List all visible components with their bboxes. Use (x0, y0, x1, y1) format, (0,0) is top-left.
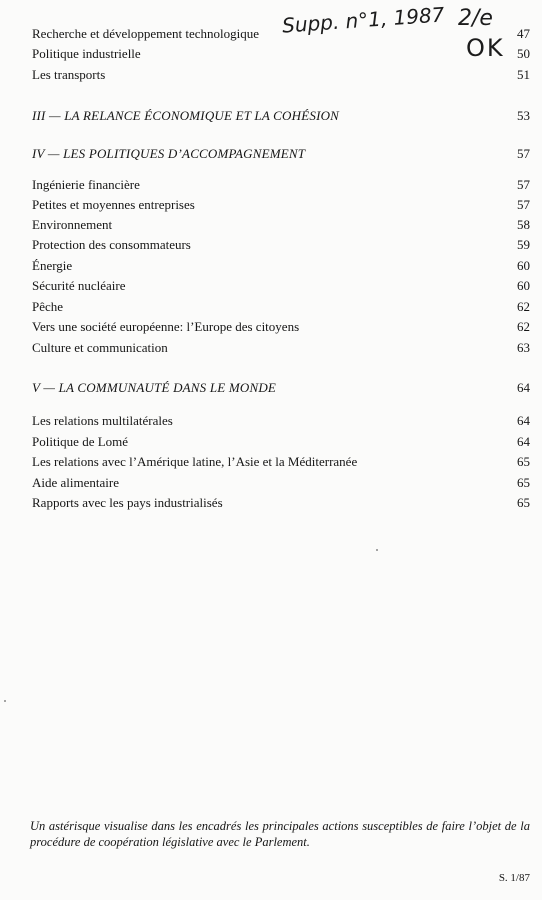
toc-entry (32, 299, 530, 315)
toc-entry (32, 177, 530, 193)
toc-entry-label: Environnement (32, 217, 113, 232)
toc-entry-page: 58 (517, 217, 530, 232)
toc-section-iii (32, 108, 530, 124)
section-page: 53 (517, 108, 530, 123)
toc-entry-page: 65 (517, 454, 530, 469)
toc-entry-page: 62 (517, 319, 530, 334)
toc-entry-page: 59 (517, 237, 530, 252)
toc-entry (32, 454, 530, 470)
toc-entry-page: 65 (517, 475, 530, 490)
toc-entry-page: 65 (517, 495, 530, 510)
toc-entry-label: Politique de Lomé (32, 434, 129, 449)
toc-entry-page: 51 (517, 67, 530, 82)
toc-entry-page: 57 (517, 197, 530, 212)
toc-entry-label: Les relations avec l’Amérique latine, l’Asie et la Méditerranée (32, 454, 358, 469)
toc-entry-label: Rapports avec les pays industrialisés (32, 495, 223, 510)
toc-entry-industrial-policy (32, 46, 530, 62)
toc-entry (32, 258, 530, 274)
section-title: V — LA COMMUNAUTÉ DANS LE MONDE (32, 380, 277, 395)
toc-entry-label: Pêche (32, 299, 64, 314)
page-footer: S. 1/87 (498, 872, 530, 884)
toc-entry-page: 60 (517, 258, 530, 273)
toc-entry-label: Les transports (32, 67, 106, 82)
toc-section-iv (32, 146, 530, 162)
toc-entry-page: 50 (517, 46, 530, 61)
section-title: III — LA RELANCE ÉCONOMIQUE ET LA COHÉSION (32, 108, 340, 123)
section-page: 64 (517, 380, 530, 395)
toc-entry-transport (32, 67, 530, 83)
section-page: 57 (517, 146, 530, 161)
toc-section-v (32, 380, 530, 396)
toc-entry-label: Les relations multilatérales (32, 413, 173, 428)
toc-entry-label: Politique industrielle (32, 46, 141, 61)
handwritten-mark: 2/e (458, 6, 493, 31)
handwritten-ok: OK (466, 34, 505, 62)
toc-entry-page: 64 (517, 413, 530, 428)
toc-entry-page: 57 (517, 177, 530, 192)
toc-entry-page: 47 (517, 26, 530, 41)
toc-entry-label: Ingénierie financière (32, 177, 140, 192)
toc-entry-label: Petites et moyennes entreprises (32, 197, 195, 212)
toc-entry-page: 62 (517, 299, 530, 314)
toc-entry-label: Aide alimentaire (32, 475, 119, 490)
section-title: IV — LES POLITIQUES D’ACCOMPAGNEMENT (32, 146, 306, 161)
toc-entry (32, 217, 530, 233)
toc-entry (32, 340, 530, 356)
toc-entry-research (32, 26, 530, 42)
toc-entry-page: 63 (517, 340, 530, 355)
toc-entry-label: Protection des consommateurs (32, 237, 191, 252)
toc-entry (32, 495, 530, 511)
toc-entry-label: Vers une société européenne: l’Europe des citoyens (32, 319, 300, 334)
toc-entry (32, 434, 530, 450)
toc-entry (32, 237, 530, 253)
toc-entry (32, 197, 530, 213)
toc-entry (32, 475, 530, 491)
toc-entry (32, 413, 530, 429)
scan-speck (4, 700, 6, 702)
toc-entry-page: 60 (517, 278, 530, 293)
toc-entry (32, 319, 530, 335)
footnote: Un astérisque visualise dans les encadrés les principales actions susceptibles de faire l’objet de la procédure de coopération législative avec le Parlement. (30, 819, 530, 849)
toc-entry-label: Recherche et développement technologique (32, 26, 260, 41)
toc-entry-page: 64 (517, 434, 530, 449)
toc-entry-label: Sécurité nucléaire (32, 278, 126, 293)
toc-entry-label: Énergie (32, 258, 73, 273)
handwritten-reference: Supp. n°1, 1987 (281, 2, 446, 38)
toc-entry-label: Culture et communication (32, 340, 168, 355)
scan-speck (376, 549, 378, 551)
toc-entry (32, 278, 530, 294)
